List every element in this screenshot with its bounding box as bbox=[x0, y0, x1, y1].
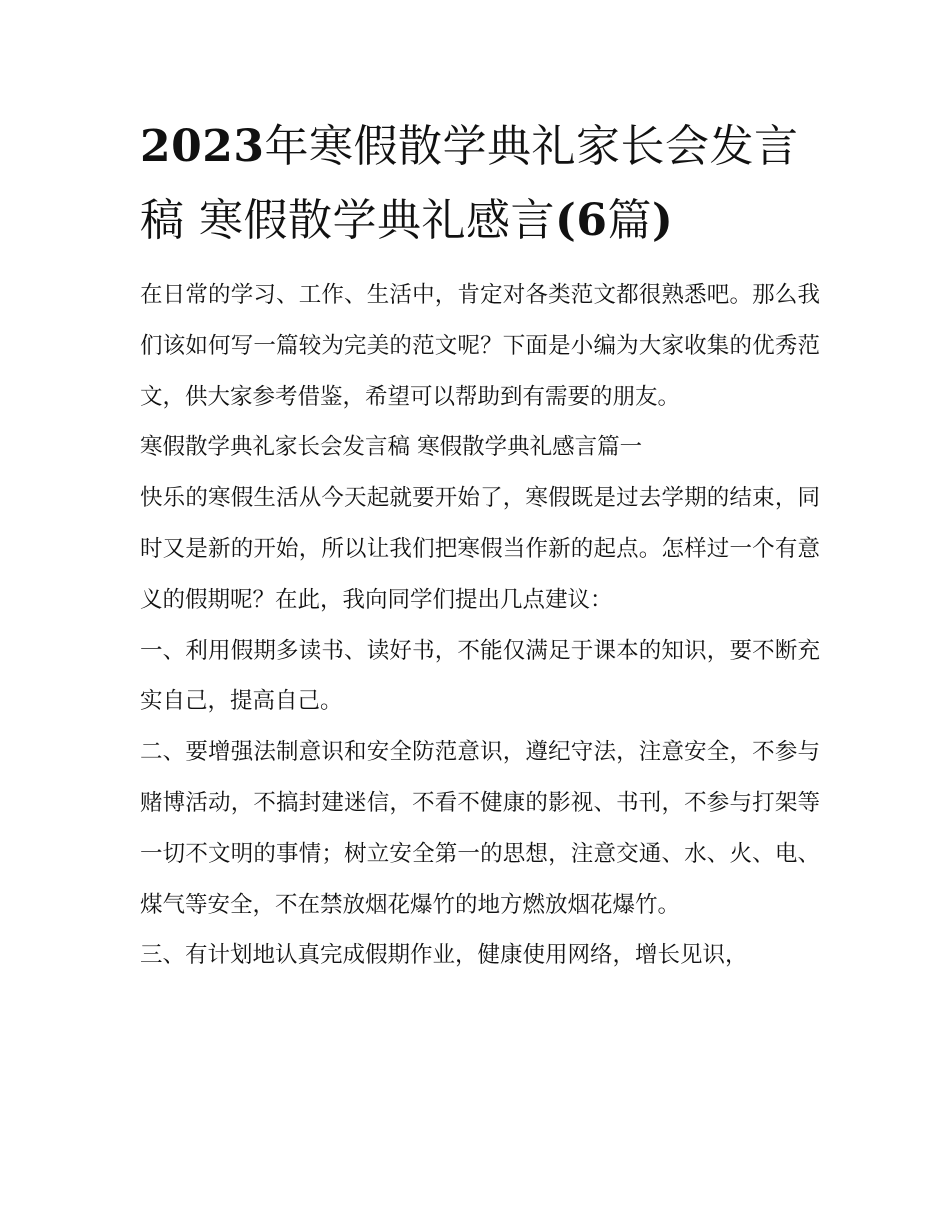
title-line2-text-b: 篇 bbox=[607, 195, 652, 246]
title-close-paren: ) bbox=[651, 195, 674, 246]
paragraph-point-1: 一、利用假期多读书、读好书，不能仅满足于课本的知识，要不断充实自己，提高自己。 bbox=[140, 637, 820, 715]
paragraph-intro: 在日常的学习、工作、生活中，肯定对各类范文都很熟悉吧。那么我们该如何写一篇较为完美的范文呢？下面是小编为大家收集的优秀范文，供大家参考借鉴，希望可以帮助到有需要的朋友。 bbox=[140, 282, 820, 410]
document-title bbox=[140, 110, 820, 258]
paragraph-point-2: 二、要增强法制意识和安全防范意识，遵纪守法，注意安全，不参与赌博活动，不搞封建迷信，不看不健康的影视、书刊，不参与打架等一切不文明的事情；树立安全第一的思想，注意交通、水、火、电、煤气等安全，不在禁放烟花爆竹的地方燃放烟花爆竹。 bbox=[140, 739, 820, 918]
document-content bbox=[140, 110, 820, 981]
section-heading: 寒假散学典礼家长会发言稿 寒假散学典礼感言篇一 bbox=[140, 434, 643, 461]
title-line2-text-a: 言稿 寒假散学典礼感言 bbox=[140, 121, 799, 246]
title-line1-text: 年寒假散学典礼家长会发 bbox=[264, 121, 754, 172]
title-count: (6 bbox=[555, 195, 608, 246]
paragraph-opening: 快乐的寒假生活从今天起就要开始了，寒假既是过去学期的结束，同时又是新的开始，所以让我们把寒假当作新的起点。怎样过一个有意义的假期呢？在此，我向同学们提出几点建议： bbox=[140, 485, 820, 613]
document-body bbox=[140, 270, 820, 981]
title-year: 2023 bbox=[140, 121, 265, 172]
paragraph-point-3: 三、有计划地认真完成假期作业，健康使用网络，增长见识， bbox=[140, 942, 748, 969]
